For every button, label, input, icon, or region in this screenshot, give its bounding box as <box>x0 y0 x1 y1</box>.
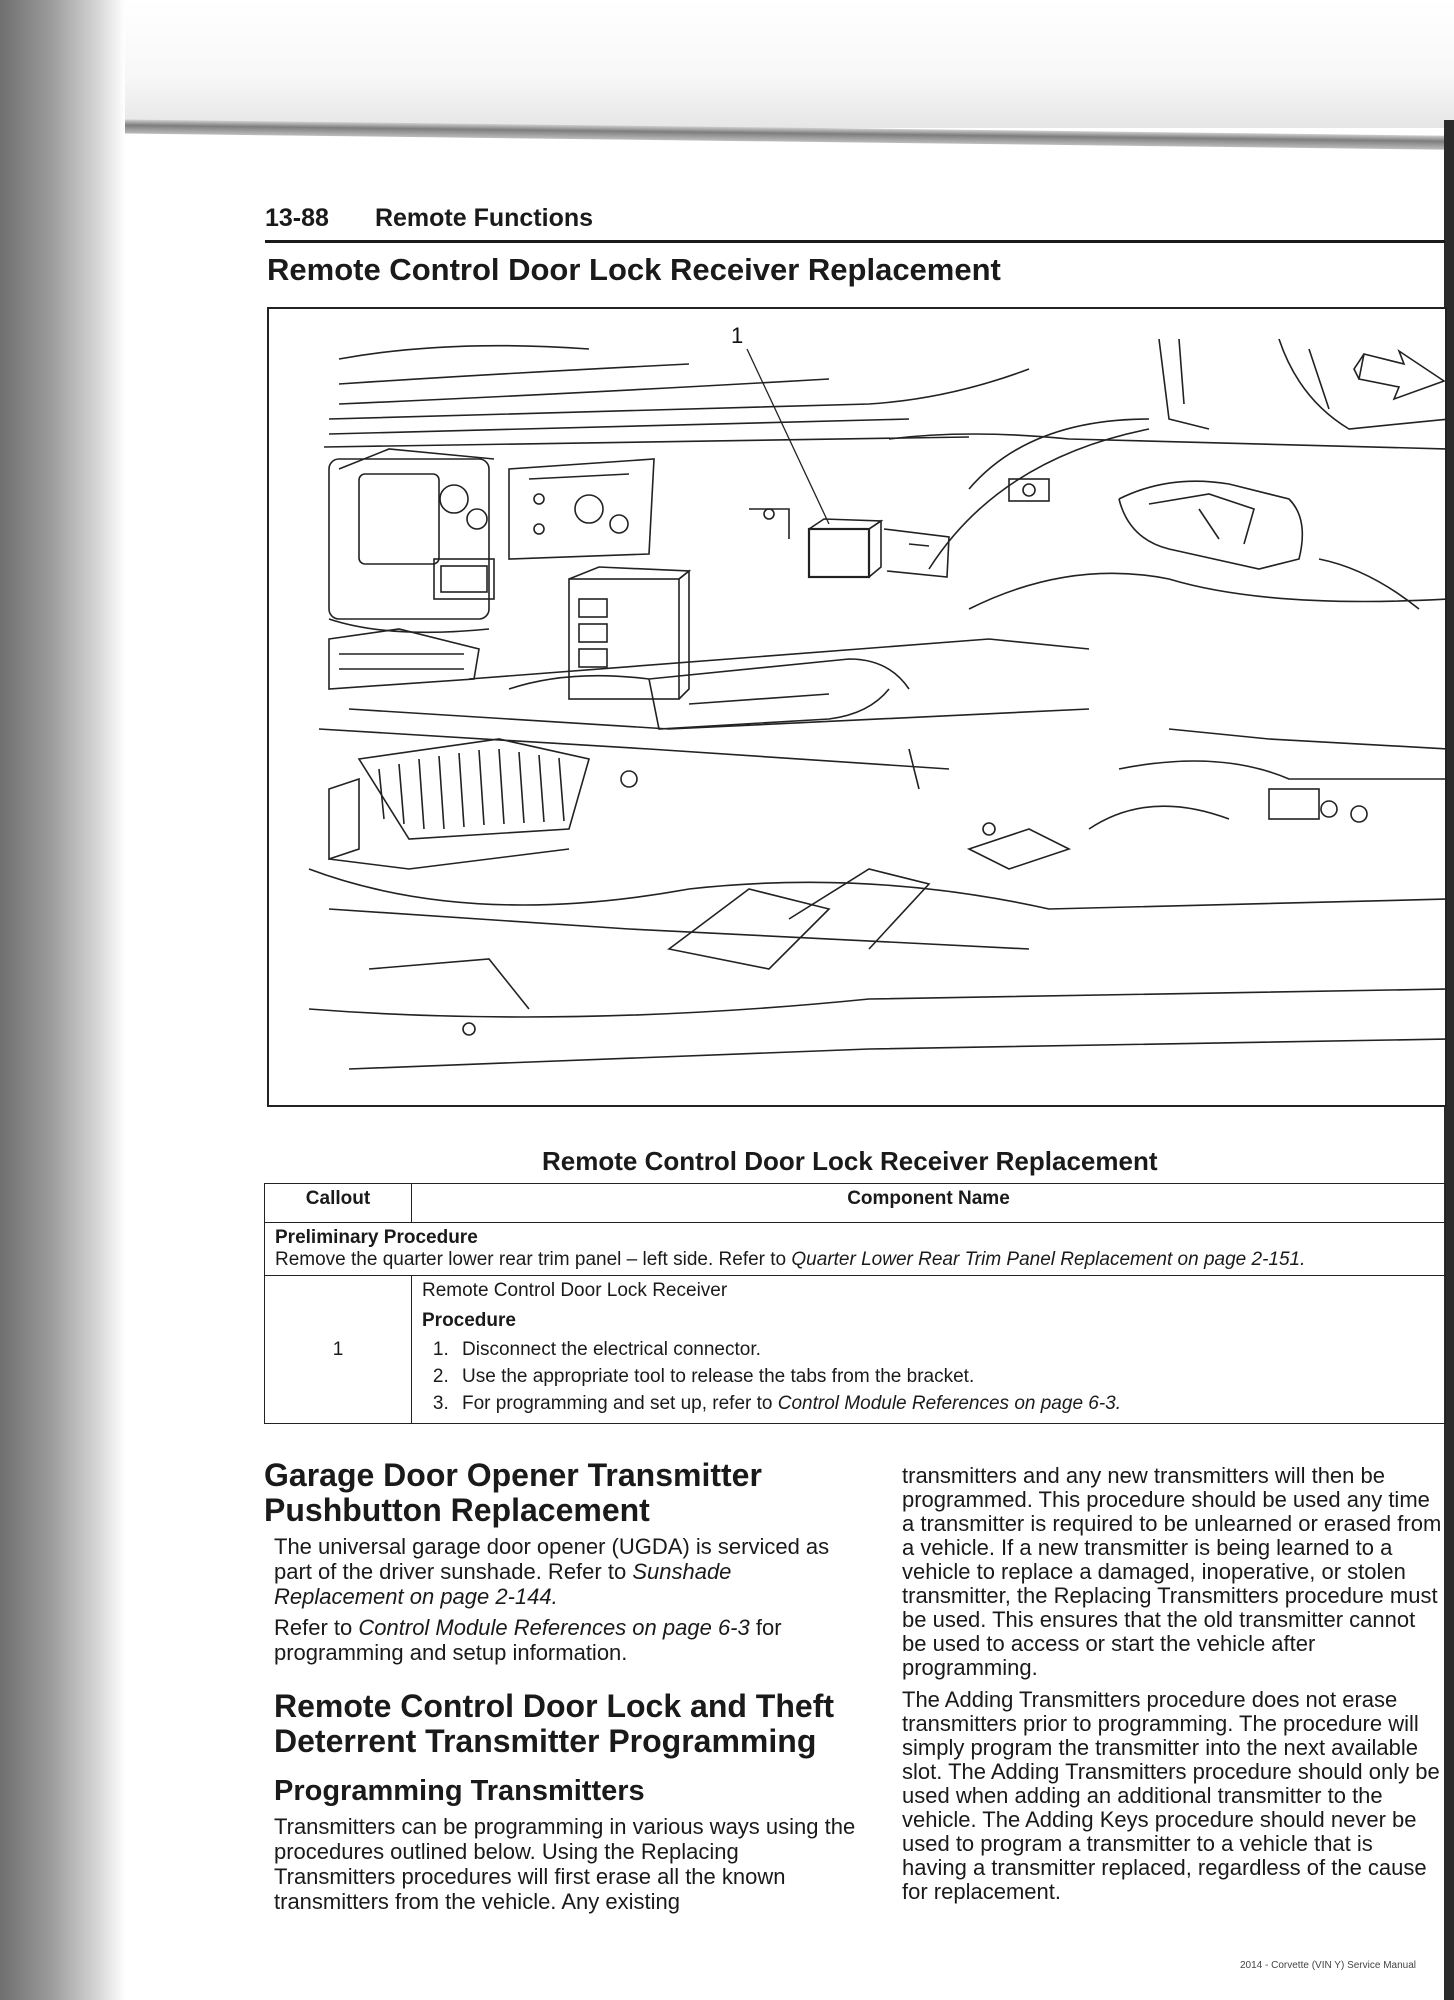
preliminary-cell <box>265 1223 1446 1276</box>
step-reference: Control Module References on page 6-3. <box>777 1393 1122 1414</box>
procedure-title: Procedure <box>422 1310 516 1331</box>
paragraph-transmitters: Transmitters can be programming in various ways using the procedures outlined below. Using the Replacing Transmitters procedures will first erase all the known transmitters from the vehicle. Any existing <box>274 1814 856 1914</box>
section-name: Remote Functions <box>374 204 594 232</box>
paragraph-ugda: The universal garage door opener (UGDA) is serviced as part of the driver sunshade. Refer to Sunshade Replacement on page 2-144. <box>274 1534 830 1609</box>
receiver-location-drawing <box>269 309 1447 1107</box>
page-number: 13-88 <box>265 204 329 232</box>
page-footer: 2014 - Corvette (VIN Y) Service Manual <box>1240 1960 1417 1971</box>
illustration <box>267 307 1447 1107</box>
receiver-part <box>809 529 869 577</box>
heading-garage-door: Garage Door Opener Transmitter Pushbutton Replacement <box>264 1457 762 1528</box>
heading-rcdl-programming: Remote Control Door Lock and Theft Deterrent Transmitter Programming <box>274 1688 834 1759</box>
procedure-step: 3. For programming and set up, refer to Control Module References on page 6-3. <box>454 1390 1435 1417</box>
table-row <box>265 1276 1446 1424</box>
column-header-callout: Callout <box>265 1184 412 1223</box>
column-header-component: Component Name <box>412 1184 1446 1223</box>
right-column <box>902 1464 1442 1912</box>
paragraph-replacing: transmitters and any new transmitters will then be programmed. This procedure should be used any time a transmitter is required to be unlearned or erased from a vehicle. If a new transmitter is being learned to a vehicle to replace a damaged, inoperative, or stolen transmitter, the Replacing Transmitters procedure must be used. This ensures that the old transmitter cannot be used to access or start the vehicle after programming. <box>902 1463 1442 1680</box>
preliminary-reference: Quarter Lower Rear Trim Panel Replacement on page 2-151. <box>791 1249 1306 1270</box>
procedure-step: 2. Use the appropriate tool to release the tabs from the bracket. <box>454 1363 1435 1390</box>
procedure-steps <box>422 1336 1435 1417</box>
forward-arrow-icon <box>1359 351 1444 399</box>
paragraph-adding: The Adding Transmitters procedure does not erase transmitters prior to programming. The procedure will simply program the transmitter into the next available slot. The Adding Transmitters procedure should only be used when adding an additional transmitter to the vehicle. The Adding Keys procedure should never be used to program a transmitter to a vehicle that is having a transmitter replaced, regardless of the cause for replacement. <box>902 1687 1440 1904</box>
figure-callout: 1 <box>731 323 744 348</box>
table-caption: Remote Control Door Lock Receiver Replacement <box>542 1146 1158 1176</box>
left-column <box>264 1458 864 1914</box>
row-component-cell <box>412 1276 1446 1424</box>
procedure-step: 1. Disconnect the electrical connector. <box>454 1336 1435 1363</box>
paragraph-refer: Refer to Control Module References on page 6-3 for programming and setup information. <box>274 1615 782 1665</box>
sunshade-reference: Sunshade Replacement on page 2-144. <box>274 1559 732 1609</box>
page-title: Remote Control Door Lock Receiver Replacement <box>267 252 1001 287</box>
module-reference: Control Module References on page 6-3 <box>358 1615 750 1640</box>
preliminary-title: Preliminary Procedure <box>275 1227 478 1248</box>
header-rule <box>265 240 1445 243</box>
table-row-preliminary <box>265 1223 1446 1276</box>
scan-top-margin <box>0 0 1454 128</box>
heading-programming-transmitters: Programming Transmitters <box>274 1775 645 1807</box>
binding-shadow <box>0 0 125 2000</box>
table-header-row <box>265 1184 1446 1223</box>
component-name: Remote Control Door Lock Receiver <box>422 1280 728 1301</box>
page-header <box>265 204 593 233</box>
preliminary-text: Remove the quarter lower rear trim panel – left side. Refer to Quarter Lower Rear Trim Panel Replacement on page 2-151. <box>275 1249 1306 1270</box>
component-table <box>264 1183 1446 1424</box>
row-callout: 1 <box>265 1276 412 1424</box>
